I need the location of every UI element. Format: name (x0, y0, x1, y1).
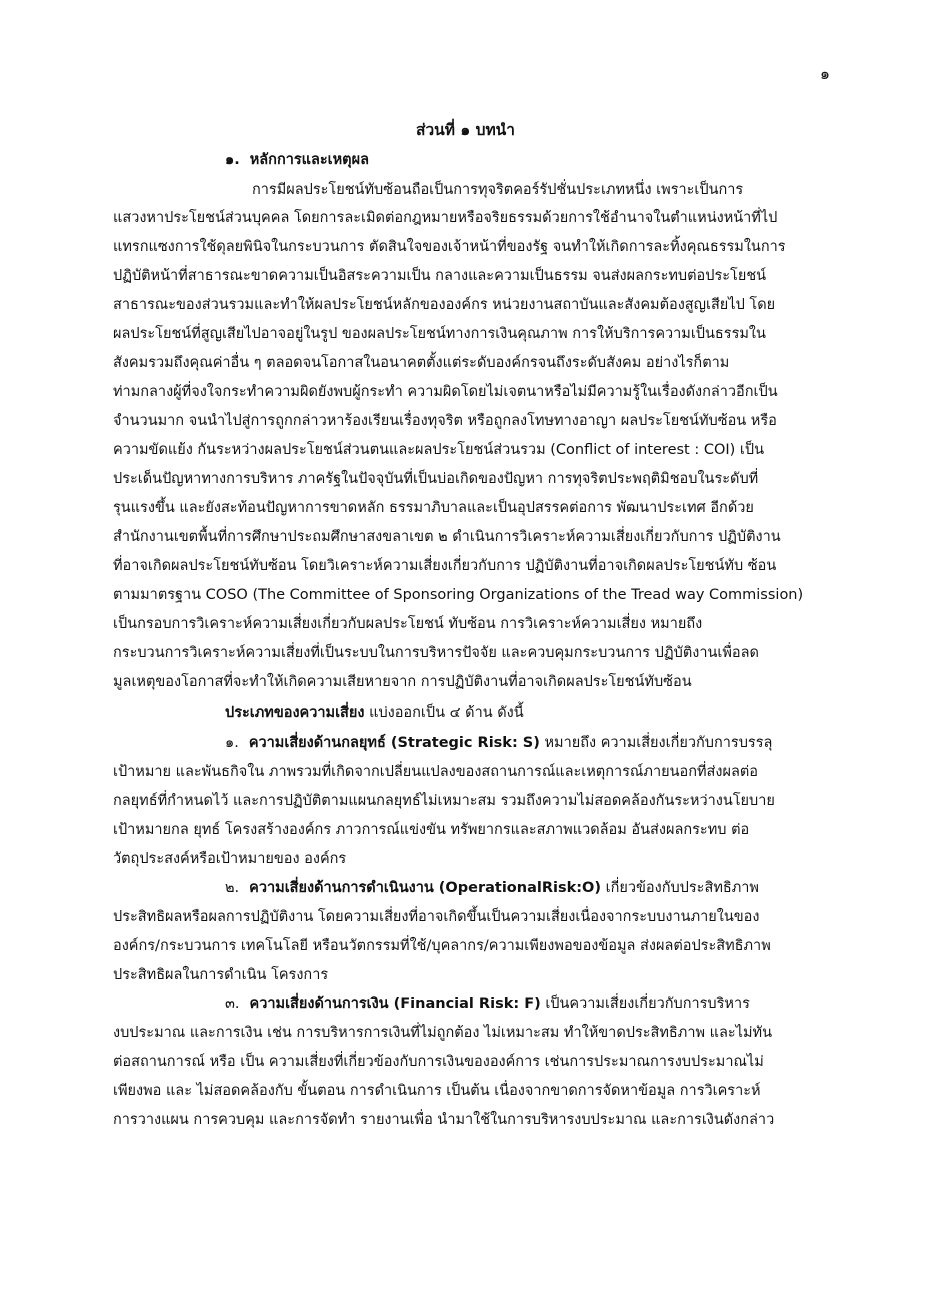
page-title: ส่วนที่ ๑ บทนำ (416, 121, 515, 139)
paragraph-line: การมีผลประโยชน์ทับซ้อนถือเป็นการทุจริตคอร์รัปชั่นประเภทหนึ่ง เพราะเป็นการ (252, 182, 744, 198)
paragraph-line: ประสิทธิผลหรือผลการปฏิบัติงาน โดยความเสี่ยงที่อาจเกิดขึ้นเป็นความเสี่ยงเนื่องจากระบบงานภายในของ (113, 909, 760, 925)
risk-item-operational (225, 873, 825, 903)
paragraph-line: กลยุทธ์ที่กำหนดไว้ และการปฏิบัติตามแผนกลยุทธ์ไม่เหมาะสม รวมถึงความไม่สอดคล้องกันระหว่างนโยบาย (113, 793, 775, 809)
risk-number: ๓. (225, 996, 240, 1012)
paragraph-line: ผลประโยชน์ที่สูญเสียไปอาจอยู่ในรูป ของผลประโยชน์ทางการเงินคุณภาพ การให้บริการความเป็นธรรมใน (113, 326, 766, 342)
paragraph-line: รุนแรงขึ้น และยังสะท้อนปัญหาการขาดหลัก ธรรมาภิบาลและเป็นอุปสรรคต่อการ พัฒนาประเทศ อีกด้วย (113, 500, 754, 516)
paragraph-line: จำนวนมาก จนนำไปสู่การถูกกล่าวหาร้องเรียนเรื่องทุจริต หรือถูกลงโทษทางอาญา ผลประโยชน์ทับซ้อน หรือ (113, 413, 777, 429)
section-heading-text: หลักการและเหตุผล (249, 152, 369, 168)
paragraph-line: แสวงหาประโยชน์ส่วนบุคคล โดยการละเมิดต่อกฎหมายหรือจริยธรรมด้วยการใช้อำนาจในตำแหน่งหน้าที่ไป (113, 210, 778, 226)
risk-types-heading: ประเภทของความเสี่ยง (225, 705, 365, 721)
page-number: ๑ (819, 64, 830, 83)
risk-name: ความเสี่ยงด้านการดำเนินงาน (OperationalRisk:O) (249, 880, 602, 896)
paragraph-line: สังคมรวมถึงคุณค่าอื่น ๆ ตลอดจนโอกาสในอนาคตตั้งแต่ระดับองค์กรจนถึงระดับสังคม อย่างไรก็ตาม (113, 355, 730, 371)
paragraph-line: ความขัดแย้ง กันระหว่างผลประโยชน์ส่วนตนและผลประโยชน์ส่วนรวม (Conflict of interest : COI) เป็น (113, 442, 764, 458)
paragraph-line: มูลเหตุของโอกาสที่จะทำให้เกิดความเสียหายจาก การปฏิบัติงานที่อาจเกิดผลประโยชน์ทับซ้อน (113, 674, 692, 690)
risk-number: ๑. (225, 735, 239, 751)
paragraph-line: ประเด็นปัญหาทางการบริหาร ภาครัฐในปัจจุบันที่เป็นบ่อเกิดของปัญหา การทุจริตประพฤติมิชอบในระดับที่ (113, 471, 759, 487)
paragraph-line: องค์กร/กระบวนการ เทคโนโลยี หรือนวัตกรรมที่ใช้/บุคลากร/ความเพียงพอของข้อมูล ส่งผลต่อประสิทธิภาพ (113, 938, 771, 954)
risk-desc: หมายถึง ความเสี่ยงเกี่ยวกับการบรรลุ (539, 735, 773, 751)
paragraph-line: สาธารณะของส่วนรวมและทำให้ผลประโยชน์หลักขององค์กร หน่วยงานสถาบันและสังคมต้องสูญเสียไป โดย (113, 297, 776, 313)
risk-name: ความเสี่ยงด้านการเงิน (Financial Risk: F) (249, 996, 541, 1012)
section-number: ๑. (225, 152, 240, 168)
paragraph-line: ท่ามกลางผู้ที่จงใจกระทำความผิดยังพบผู้กระทำ ความผิดโดยไม่เจตนาหรือไม่มีความรู้ในเรื่องดังกล่าวอีกเป็น (113, 384, 778, 400)
risk-name: ความเสี่ยงด้านกลยุทธ์ (Strategic Risk: S) (248, 735, 540, 751)
paragraph-line: การวางแผน การควบคุม และการจัดทำ รายงานเพื่อ นำมาใช้ในการบริหารงบประมาณ และการเงินดังกล่าว (113, 1112, 775, 1128)
paragraph-line: เป็นกรอบการวิเคราะห์ความเสี่ยงเกี่ยวกับผลประโยชน์ ทับซ้อน การวิเคราะห์ความเสี่ยง หมายถึง (113, 616, 703, 632)
paragraph-line: แทรกแซงการใช้ดุลยพินิจในกระบวนการ ตัดสินใจของเจ้าหน้าที่ของรัฐ จนทำให้เกิดการละทิ้งคุณธรรมในการ (113, 239, 786, 255)
paragraph-line: งบประมาณ และการเงิน เช่น การบริหารการเงินที่ไม่ถูกต้อง ไม่เหมาะสม ทำให้ขาดประสิทธิภาพ และไม่ทัน (113, 1025, 772, 1041)
risk-item-strategic (225, 728, 825, 758)
paragraph-line: เป้าหมายกล ยุทธ์ โครงสร้างองค์กร ภาวการณ์แข่งขัน ทรัพยากรและสภาพแวดล้อม อันส่งผลกระทบ ต่อ (113, 822, 750, 838)
risk-number: ๒. (225, 880, 240, 896)
section-heading (225, 145, 825, 175)
risk-types-text: แบ่งออกเป็น ๔ ด้าน ดังนี้ (364, 705, 524, 721)
paragraph-line: เพียงพอ และ ไม่สอดคล้องกับ ขั้นตอน การดำเนินการ เป็นต้น เนื่องจากขาดการจัดหาข้อมูล การวิเคราะห์ (113, 1083, 761, 1099)
paragraph-line: เป้าหมาย และพันธกิจใน ภาพรวมที่เกิดจากเปลี่ยนแปลงของสถานการณ์และเหตุการณ์ภายนอกที่ส่งผลต่อ (113, 764, 758, 780)
paragraph-line: กระบวนการวิเคราะห์ความเสี่ยงที่เป็นระบบในการบริหารปัจจัย และควบคุมกระบวนการ ปฏิบัติงานเพื่อลด (113, 645, 759, 661)
paragraph-line: ตามมาตรฐาน COSO (The Committee of Sponsoring Organizations of the Tread way Commission) (113, 587, 804, 603)
paragraph-line: ที่อาจเกิดผลประโยชน์ทับซ้อน โดยวิเคราะห์ความเสี่ยงเกี่ยวกับการ ปฏิบัติงานที่อาจเกิดผลประโยชน์ทับ ซ้อน (113, 558, 777, 574)
paragraph-line: ประสิทธิผลในการดำเนิน โครงการ (113, 967, 329, 983)
risk-desc: เกี่ยวข้องกับประสิทธิภาพ (601, 880, 759, 896)
risk-desc: เป็นความเสี่ยงเกี่ยวกับการบริหาร (540, 996, 750, 1012)
risk-types-line (225, 698, 825, 728)
risk-item-financial (225, 989, 825, 1019)
paragraph-line: วัตถุประสงค์หรือเป้าหมายของ องค์กร (113, 851, 347, 867)
paragraph-line: ปฏิบัติหน้าที่สาธารณะขาดความเป็นอิสระความเป็น กลางและความเป็นธรรม จนส่งผลกระทบต่อประโยชน์ (113, 268, 767, 284)
paragraph-line: สำนักงานเขตพื้นที่การศึกษาประถมศึกษาสงขลาเขต ๒ ดำเนินการวิเคราะห์ความเสี่ยงเกี่ยวกับการ ปฏิบัติงาน (113, 529, 781, 545)
paragraph-line: ต่อสถานการณ์ หรือ เป็น ความเสี่ยงที่เกี่ยวข้องกับการเงินขององค์การ เช่นการประมาณการงบประมาณไม่ (113, 1054, 764, 1070)
